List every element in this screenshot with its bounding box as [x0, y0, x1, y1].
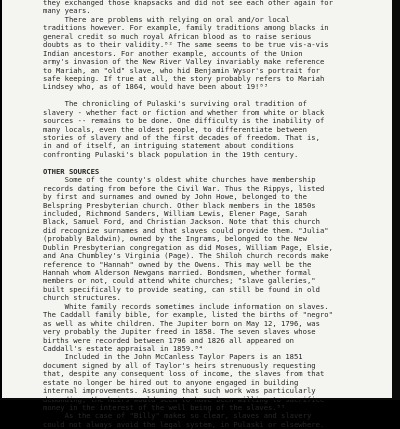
text-line: to Mariah, an "old" slave, who hid Benjamin Wysor's portrait for: [43, 65, 320, 75]
text-line: many locals, even the oldest people, to differentiate between: [43, 124, 307, 134]
text-line: they exchanged those knapsacks and did not see each other again for: [43, 0, 333, 7]
text-line: records dating from before the Civil War. Thus the Rippys, listed: [43, 183, 325, 193]
text-line: Black, Samuel Ford, and Christian Jackson. Note that this church: [43, 217, 320, 227]
text-line: money in the interest of the well being of the slaves.⁸⁵: [43, 403, 286, 412]
text-line: confronting Pulaski's black population in the 19th century.: [43, 149, 299, 159]
text-line: Some of the county's oldest white churches have membership: [43, 175, 316, 185]
text-line: Indian ancestors. For another example, accounts of the Union: [43, 48, 303, 58]
text-line: White family records sometimes include information on slaves.: [43, 301, 329, 311]
text-line: and Ana Chumbley's Virginia (Page). The Shiloh church records make: [43, 251, 329, 261]
text-line: many years.: [43, 6, 91, 16]
text-line: very probably the Jupiter freed in 1858. The seven slaves whose: [43, 327, 316, 337]
text-line: doubts as to their validity.⁸² The same seems to be true vis-a-vis: [43, 40, 329, 50]
text-line: The chronicling of Pulaski's surviving oral tradition of: [43, 99, 307, 109]
text-line: estate no longer be hired out to anyone engaged in building: [43, 377, 299, 387]
text-line: members or not, could attend white churches; "slave galleries,": [43, 276, 316, 286]
document-body: [43, 0, 383, 429]
document-page: [2, 0, 392, 429]
text-line: The Caddall family bible, for example, listed the births of "negro": [43, 310, 333, 320]
text-line: general credit so much royal African blood as to raise serious: [43, 31, 312, 41]
scan-edge-bottom: [0, 398, 400, 400]
text-line: could not always avoid the legal system, in Pulaski or elsewhere.: [43, 419, 325, 429]
text-line: Hannah whom Alderson Newgans married. Bondsmen, whether formal: [43, 268, 312, 277]
section-heading: OTHER SOURCES: [43, 166, 100, 176]
text-line: internal improvements. Assuming that such work was particularly: [43, 386, 316, 396]
text-line: built specifically to provide seating, can still be found in old: [43, 284, 320, 294]
text-line: births were recorded between 1796 and 1826 all appeared on: [43, 335, 294, 345]
text-line: There are problems with relying on oral and/or local: [43, 14, 290, 24]
text-line: by first and surnames and owned by John Howe, belonged to the: [43, 192, 307, 202]
text-line: included, Richmond Sanders, William Lewis, Elener Page, Sarah: [43, 208, 307, 218]
text-line: army's invasion of the New River Valley invariably make reference: [43, 57, 325, 67]
text-line: As the case of "Billy" makes so clear, slaves and slavery: [43, 411, 312, 421]
text-line: stories of slavery and of the first decades of freedom. That is,: [43, 133, 320, 142]
text-line: in and of itself, an intriguing statement about conditions: [43, 141, 294, 151]
scan-edge-right: [392, 0, 400, 400]
text-line: did recognize surnames and that slaves could provide them. "Julia": [43, 225, 329, 235]
text-line: safe keeping. If true at all, the story probably refers to Mariah: [43, 73, 325, 83]
text-line: reference to "Hannah" owned by the Owens. This may well be the: [43, 259, 312, 269]
text-line: document signed by all of Taylor's heirs strenuously requesting: [43, 360, 316, 370]
text-line: (probably Baldwin), owned by the Ingrams, belonged to the New: [43, 234, 307, 244]
text-line: Caddall's estate appraisal in 1859.⁸⁴: [43, 343, 204, 353]
text-line: as well as white children. The Jupiter born on May 12, 1796, was: [43, 318, 320, 328]
text-line: traditions however. For example, family traditions among blacks in: [43, 23, 329, 33]
text-line: Included in the John McCanless Taylor Papers is an 1851: [43, 352, 303, 362]
text-line: church structures.: [43, 293, 121, 303]
text-line: Dublin Presbyterian congregation as did Moses, William Page, Elsie,: [43, 242, 333, 252]
text-line: slavery - whether fact or fiction and whether from white or black: [43, 107, 325, 117]
text-line: Lindsey who, as of 1864, would have been about 19!⁸³: [43, 82, 269, 92]
text-line: Belspring Presbyterian church. Other black members in the 1850s: [43, 200, 316, 210]
text-line: that, despite any consequent loss of income, the slaves from that: [43, 369, 325, 379]
text-line: sources -- remains to be done. One difficulty is the inability of: [43, 116, 325, 126]
